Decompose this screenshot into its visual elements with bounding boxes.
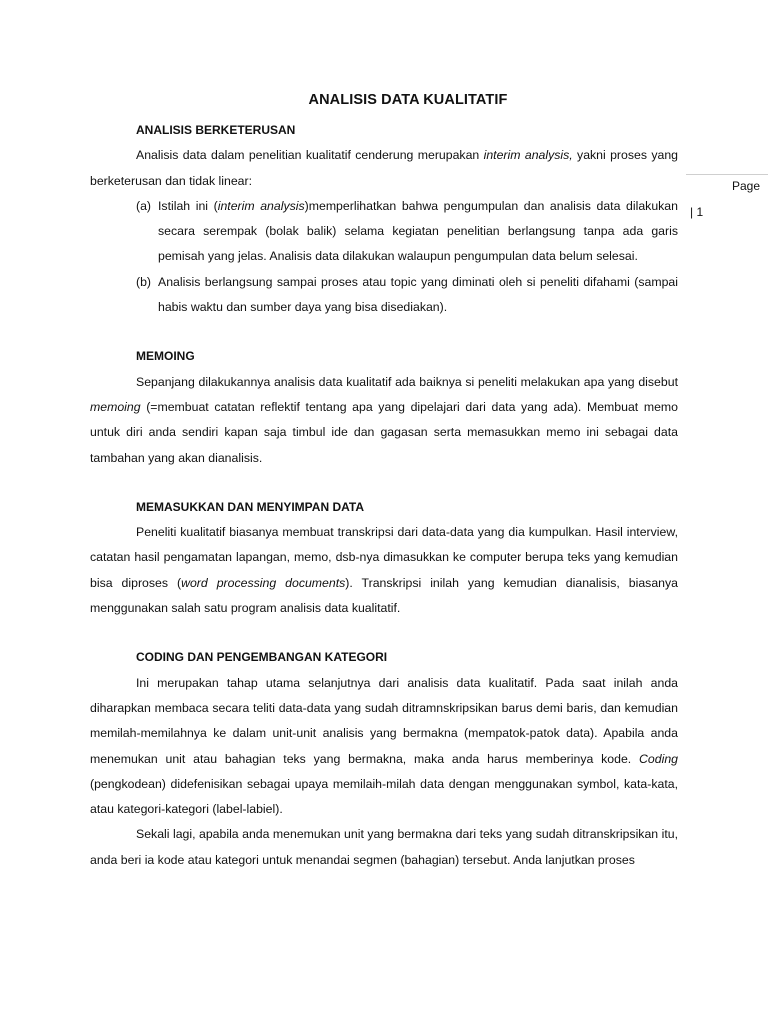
text-run: (=membuat catatan reflektif tentang apa yang dipelajari dari data yang ada). Membuat memo untuk diri anda sendiri kapan saja timbul ide dan gagasan serta memasukkan memo ini sebagai data tambahan yang akan dianalisis.	[90, 399, 678, 465]
emphasis-text: memoing	[90, 399, 141, 414]
document-body	[90, 118, 678, 873]
section-gap	[90, 471, 678, 495]
emphasis-text: interim analysis,	[483, 148, 573, 163]
page-label: Page	[732, 179, 761, 193]
document-title: ANALISIS DATA KUALITATIF	[308, 92, 508, 108]
text-run: Ini merupakan tahap utama selanjutnya dari analisis data kualitatif. Pada saat inilah anda diharapkan membaca secara teliti data-data yang sudah ditramnskripsikan barus demi baris, dan kemudian memilah-memilahnya ke dalam unit-unit analisis yang bermakna (mempatok-patok data). Apabila anda menemukan unit atau bahagian teks yang bermakna, maka anda harus memberinya kode.	[90, 675, 678, 766]
list-marker: (a)	[136, 198, 152, 213]
emphasis-text: interim analysis	[217, 198, 305, 213]
emphasis-text: Coding	[639, 751, 678, 766]
list-item-b	[136, 270, 678, 321]
list-item-a	[136, 194, 678, 270]
section-heading-memoing: MEMOING	[136, 349, 195, 364]
list-marker: (b)	[136, 274, 152, 289]
text-run: (pengkodean) didefenisikan sebagai upaya memilaih-milah data dengan menggunakan symbol, kata-kata, atau kategori-kategori (label-labiel).	[90, 776, 678, 817]
section-gap	[90, 621, 678, 645]
page-number: | 1	[690, 205, 704, 219]
page-number-rule	[686, 174, 768, 175]
text-run: Analisis data dalam penelitian kualitatif cenderung merupakan	[136, 148, 484, 163]
section-gap	[90, 320, 678, 344]
text-run: Analisis berlangsung sampai proses atau topic yang diminati oleh si peneliti difahami (sampai habis waktu dan sumber daya yang bisa disediakan).	[158, 274, 678, 315]
text-run: yakni proses yang berketerusan dan tidak linear:	[90, 148, 679, 188]
paragraph	[90, 520, 678, 621]
section-heading-memasukkan: MEMASUKKAN DAN MENYIMPAN DATA	[136, 499, 364, 514]
text-run: Sepanjang dilakukannya analisis data kualitatif ada baiknya si peneliti melakukan apa yang disebut	[136, 374, 678, 389]
text-run: Istilah ini (	[158, 198, 218, 213]
paragraph	[90, 143, 678, 194]
page-number-box	[686, 174, 768, 219]
text-run: Peneliti kualitatif biasanya membuat transkripsi dari data-data yang dia kumpulkan. Hasil interview, catatan hasil pengamatan lapangan, memo, dsb-nya dimasukkan ke computer berupa teks yang kemudian bisa diproses (	[90, 525, 678, 590]
section-heading-coding: CODING DAN PENGEMBANGAN KATEGORI	[136, 650, 388, 665]
text-run: )memperlihatkan bahwa pengumpulan dan analisis data dilakukan secara serempak (bolak balik) selama kegiatan penelitian berlangsung tanpa ada garis pemisah yang jelas. Analisis data dilakukan walaupun pengumpulan data belum selesai.	[158, 198, 678, 264]
text-run: ). Transkripsi inilah yang kemudian dianalisis, biasanya menggunakan salah satu program analisis data kualitatif.	[90, 575, 678, 616]
emphasis-text: word processing documents	[181, 575, 346, 590]
section-heading-analisis-berketerusan: ANALISIS BERKETERUSAN	[136, 123, 296, 137]
paragraph	[90, 370, 678, 471]
paragraph	[90, 671, 678, 823]
paragraph: Sekali lagi, apabila anda menemukan unit yang bermakna dari teks yang sudah ditranskripsikan itu, anda beri ia kode atau kategori untuk menandai segmen (bahagian) tersebut. Anda lanjutkan proses	[90, 827, 678, 867]
